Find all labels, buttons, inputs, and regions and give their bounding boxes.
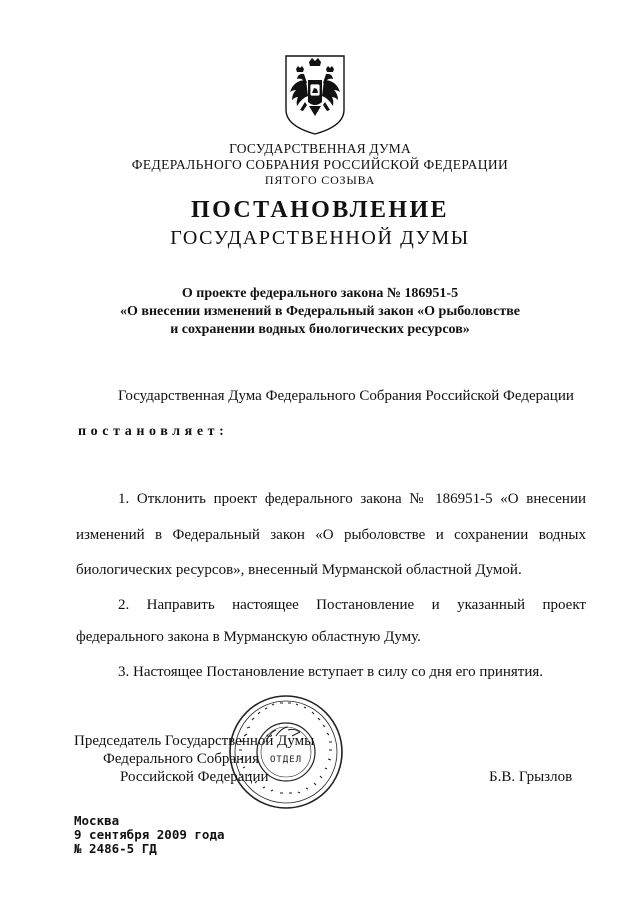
paragraph-2-line: 2. Направить настоящее Постановление и указанный проект [118,597,586,613]
signatory-title-line: Федерального Собрания [103,751,260,767]
org-name-line1: ГОСУДАРСТВЕННАЯ ДУМА [229,141,411,156]
document-title: ПОСТАНОВЛЕНИЕ [191,197,449,223]
preamble-text: Государственная Дума Федерального Собрания Российской Федерации [118,388,574,404]
org-name-line2: ФЕДЕРАЛЬНОГО СОБРАНИЯ РОССИЙСКОЙ ФЕДЕРАЦИИ [131,157,509,172]
decree-word: постановляет: [78,424,229,439]
document-number: № 2486-5 ГД [74,841,157,856]
subject-heading [0,285,640,339]
paragraph-3-text: 3. Настоящее Постановление вступает в силу со дня его принятия. [118,664,544,680]
russian-coat-of-arms-icon [282,52,348,136]
paragraph-2-line: федерального закона в Мурманскую областную Думу. [76,629,421,645]
paragraph-1-line: биологических ресурсов», внесенный Мурманской областной Думой. [76,562,522,578]
signatory-name: Б.В. Грызлов [489,769,573,785]
document-subtitle: ГОСУДАРСТВЕННОЙ ДУМЫ [170,227,470,249]
subject-line: «О внесении изменений в Федеральный закон «О рыболовстве [120,304,520,319]
convocation-line: ПЯТОГО СОЗЫВА [264,173,376,187]
signatory-title-line: Председатель Государственной Думы [74,733,315,749]
signatory-title-line: Российской Федерации [120,769,269,785]
place-of-issue: Москва [74,813,120,828]
paragraph-1-line: 1. Отклонить проект федерального закона № 186951-5 «О внесении [118,491,586,507]
issue-date: 9 сентября 2009 года [74,827,225,842]
subject-line: О проекте федерального закона № 186951-5 [181,286,459,301]
stamp-center-text: ОТДЕЛ [269,755,303,765]
subject-line: и сохранении водных биологических ресурсов» [170,322,470,337]
paragraph-1-line: изменений в Федеральный закон «О рыболовстве и сохранении водных [76,527,586,543]
